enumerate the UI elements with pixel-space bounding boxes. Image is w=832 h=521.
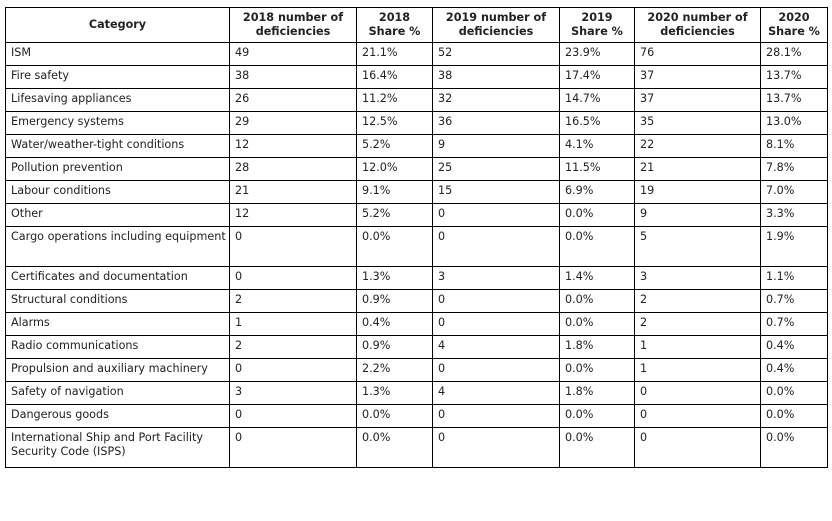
value-cell: 0.0% [560, 290, 635, 313]
header-2020-share: 2020 Share % [761, 8, 828, 43]
header-2019-count: 2019 number of deficiencies [433, 8, 560, 43]
value-cell: 4.1% [560, 135, 635, 158]
value-cell: 5 [635, 227, 761, 267]
value-cell: 1.4% [560, 267, 635, 290]
value-cell: 37 [635, 89, 761, 112]
value-cell: 0 [230, 405, 357, 428]
category-cell: Safety of navigation [6, 382, 230, 405]
value-cell: 5.2% [357, 135, 433, 158]
category-cell: Lifesaving appliances [6, 89, 230, 112]
category-cell: Dangerous goods [6, 405, 230, 428]
value-cell: 0.0% [560, 313, 635, 336]
value-cell: 2 [230, 290, 357, 313]
value-cell: 12 [230, 135, 357, 158]
value-cell: 76 [635, 43, 761, 66]
value-cell: 0 [433, 405, 560, 428]
value-cell: 38 [230, 66, 357, 89]
value-cell: 15 [433, 181, 560, 204]
value-cell: 0.0% [560, 359, 635, 382]
table-row [6, 267, 828, 290]
category-cell: Other [6, 204, 230, 227]
header-2018-count: 2018 number of deficiencies [230, 8, 357, 43]
value-cell: 0 [433, 313, 560, 336]
category-cell: Emergency systems [6, 112, 230, 135]
value-cell: 3 [635, 267, 761, 290]
category-cell: Fire safety [6, 66, 230, 89]
value-cell: 2 [635, 313, 761, 336]
value-cell: 2 [230, 336, 357, 359]
value-cell: 1.8% [560, 382, 635, 405]
value-cell: 21 [635, 158, 761, 181]
category-cell: Pollution prevention [6, 158, 230, 181]
value-cell: 0.4% [761, 336, 828, 359]
value-cell: 3 [433, 267, 560, 290]
category-cell: Water/weather-tight conditions [6, 135, 230, 158]
value-cell: 1 [230, 313, 357, 336]
value-cell: 0 [635, 382, 761, 405]
value-cell: 16.5% [560, 112, 635, 135]
value-cell: 13.0% [761, 112, 828, 135]
value-cell: 9.1% [357, 181, 433, 204]
table-row [6, 66, 828, 89]
category-cell: International Ship and Port Facility Security Code (ISPS) [6, 428, 230, 468]
value-cell: 3 [230, 382, 357, 405]
value-cell: 0.0% [761, 405, 828, 428]
value-cell: 0 [433, 359, 560, 382]
header-2019-share: 2019 Share % [560, 8, 635, 43]
table-body [6, 43, 828, 468]
table-row [6, 89, 828, 112]
value-cell: 14.7% [560, 89, 635, 112]
category-cell: Cargo operations including equipment [6, 227, 230, 267]
value-cell: 17.4% [560, 66, 635, 89]
value-cell: 19 [635, 181, 761, 204]
value-cell: 11.5% [560, 158, 635, 181]
value-cell: 1.8% [560, 336, 635, 359]
value-cell: 29 [230, 112, 357, 135]
table-row [6, 336, 828, 359]
value-cell: 26 [230, 89, 357, 112]
header-category: Category [6, 8, 230, 43]
table-row [6, 112, 828, 135]
table-row [6, 405, 828, 428]
header-2020-count: 2020 number of deficiencies [635, 8, 761, 43]
category-cell: ISM [6, 43, 230, 66]
value-cell: 6.9% [560, 181, 635, 204]
value-cell: 1 [635, 359, 761, 382]
value-cell: 0 [433, 290, 560, 313]
category-cell: Alarms [6, 313, 230, 336]
table-row [6, 158, 828, 181]
value-cell: 3.3% [761, 204, 828, 227]
value-cell: 23.9% [560, 43, 635, 66]
value-cell: 0 [433, 204, 560, 227]
value-cell: 36 [433, 112, 560, 135]
value-cell: 1.3% [357, 267, 433, 290]
value-cell: 28 [230, 158, 357, 181]
value-cell: 4 [433, 382, 560, 405]
value-cell: 28.1% [761, 43, 828, 66]
table-row [6, 290, 828, 313]
value-cell: 0.7% [761, 313, 828, 336]
value-cell: 1 [635, 336, 761, 359]
value-cell: 13.7% [761, 89, 828, 112]
value-cell: 0.0% [357, 405, 433, 428]
value-cell: 0 [230, 359, 357, 382]
value-cell: 0.0% [560, 227, 635, 267]
value-cell: 0.9% [357, 290, 433, 313]
value-cell: 0.0% [357, 428, 433, 468]
value-cell: 0.0% [560, 428, 635, 468]
deficiencies-table [5, 7, 828, 468]
value-cell: 5.2% [357, 204, 433, 227]
value-cell: 49 [230, 43, 357, 66]
value-cell: 0.0% [357, 227, 433, 267]
value-cell: 0 [635, 405, 761, 428]
value-cell: 0 [230, 227, 357, 267]
value-cell: 1.9% [761, 227, 828, 267]
value-cell: 7.0% [761, 181, 828, 204]
header-2018-share: 2018 Share % [357, 8, 433, 43]
value-cell: 12.0% [357, 158, 433, 181]
value-cell: 13.7% [761, 66, 828, 89]
value-cell: 38 [433, 66, 560, 89]
value-cell: 16.4% [357, 66, 433, 89]
table-row [6, 204, 828, 227]
value-cell: 11.2% [357, 89, 433, 112]
table-row [6, 181, 828, 204]
value-cell: 12.5% [357, 112, 433, 135]
value-cell: 0 [433, 428, 560, 468]
category-cell: Structural conditions [6, 290, 230, 313]
value-cell: 0.9% [357, 336, 433, 359]
value-cell: 35 [635, 112, 761, 135]
value-cell: 0 [635, 428, 761, 468]
value-cell: 21 [230, 181, 357, 204]
table-row [6, 359, 828, 382]
header-row [6, 8, 828, 43]
table-row [6, 227, 828, 267]
value-cell: 1.1% [761, 267, 828, 290]
value-cell: 9 [635, 204, 761, 227]
value-cell: 0 [230, 267, 357, 290]
value-cell: 7.8% [761, 158, 828, 181]
value-cell: 25 [433, 158, 560, 181]
value-cell: 4 [433, 336, 560, 359]
table-row [6, 313, 828, 336]
value-cell: 0.0% [761, 428, 828, 468]
value-cell: 2 [635, 290, 761, 313]
value-cell: 0.4% [357, 313, 433, 336]
category-cell: Labour conditions [6, 181, 230, 204]
category-cell: Radio communications [6, 336, 230, 359]
value-cell: 8.1% [761, 135, 828, 158]
value-cell: 0.0% [761, 382, 828, 405]
table-row [6, 135, 828, 158]
value-cell: 12 [230, 204, 357, 227]
value-cell: 0.0% [560, 405, 635, 428]
table-row [6, 382, 828, 405]
value-cell: 32 [433, 89, 560, 112]
value-cell: 0.7% [761, 290, 828, 313]
value-cell: 0 [433, 227, 560, 267]
value-cell: 0.4% [761, 359, 828, 382]
value-cell: 21.1% [357, 43, 433, 66]
value-cell: 1.3% [357, 382, 433, 405]
table-row [6, 428, 828, 468]
value-cell: 37 [635, 66, 761, 89]
value-cell: 2.2% [357, 359, 433, 382]
value-cell: 52 [433, 43, 560, 66]
category-cell: Certificates and documentation [6, 267, 230, 290]
value-cell: 9 [433, 135, 560, 158]
value-cell: 0.0% [560, 204, 635, 227]
value-cell: 22 [635, 135, 761, 158]
category-cell: Propulsion and auxiliary machinery [6, 359, 230, 382]
value-cell: 0 [230, 428, 357, 468]
table-row [6, 43, 828, 66]
